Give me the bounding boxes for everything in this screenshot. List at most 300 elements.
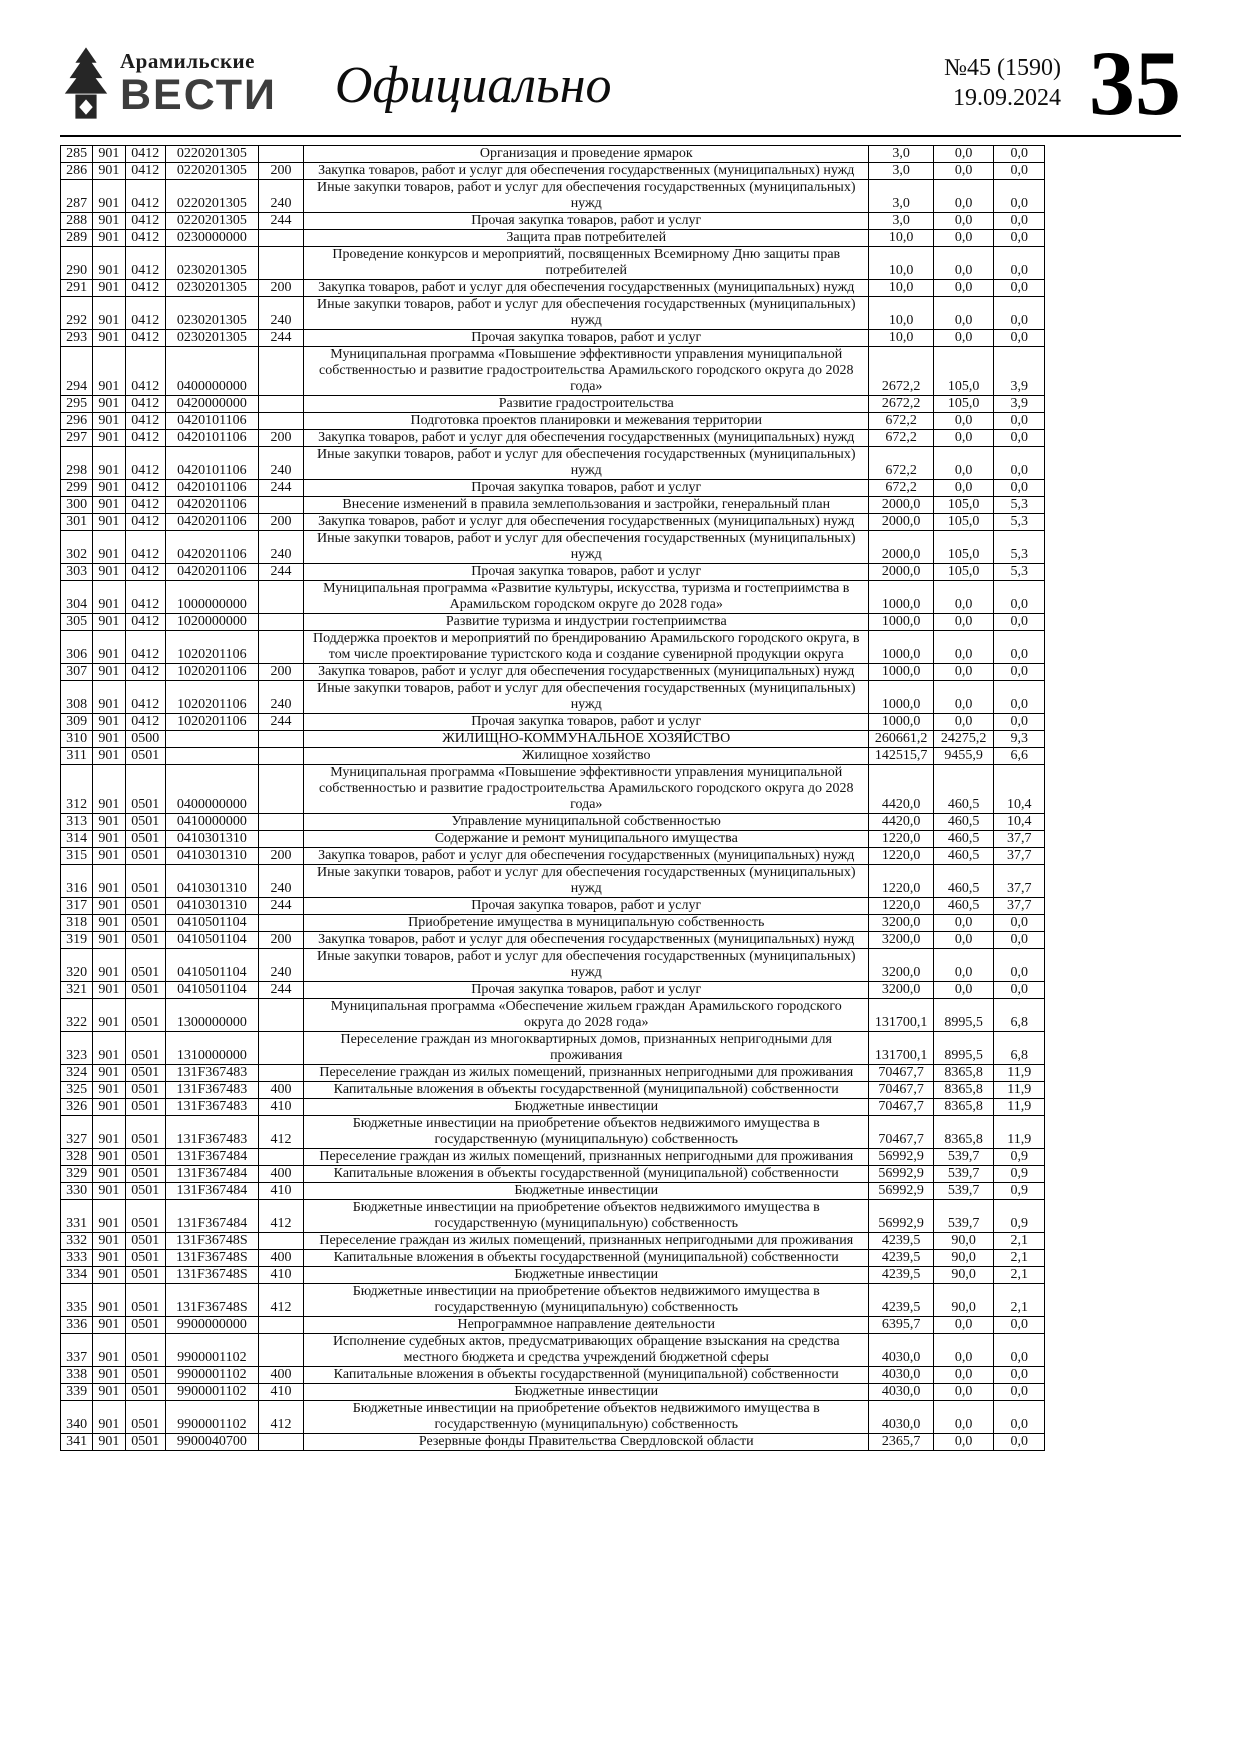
expense-name: Муниципальная программа «Повышение эффективности управления муниципальной собственностью и развитие градостроительства Арамильского городского округа до 2028 года»: [304, 346, 869, 395]
section-code: 0501: [125, 864, 165, 897]
table-row: [61, 1366, 1045, 1383]
amount-percent: 37,7: [994, 864, 1045, 897]
expense-name: Муниципальная программа «Обеспечение жильем граждан Арамильского городского округа до 2028 года»: [304, 998, 869, 1031]
amount-executed: 0,0: [933, 279, 994, 296]
target-article-code: 0400000000: [165, 346, 258, 395]
expense-name: Поддержка проектов и мероприятий по брендированию Арамильского городского округа, в том числе проектирование туристского кода и создание сувенирной продукции округа: [304, 630, 869, 663]
target-article-code: 0400000000: [165, 764, 258, 813]
section-code: 0500: [125, 730, 165, 747]
grbs-code: 901: [93, 412, 125, 429]
table-row: [61, 1232, 1045, 1249]
row-number: 340: [61, 1400, 93, 1433]
amount-approved: 3,0: [869, 145, 934, 162]
section-code: 0501: [125, 747, 165, 764]
table-row: [61, 1333, 1045, 1366]
amount-percent: 0,9: [994, 1165, 1045, 1182]
expense-type-code: [258, 346, 303, 395]
target-article-code: 0410000000: [165, 813, 258, 830]
amount-percent: 0,9: [994, 1148, 1045, 1165]
table-row: [61, 948, 1045, 981]
table-row: [61, 864, 1045, 897]
expense-name: Закупка товаров, работ и услуг для обеспечения государственных (муниципальных) нужд: [304, 162, 869, 179]
expense-name: Приобретение имущества в муниципальную собственность: [304, 914, 869, 931]
section-code: 0501: [125, 1433, 165, 1450]
amount-percent: 3,9: [994, 346, 1045, 395]
section-code: 0412: [125, 713, 165, 730]
amount-executed: 539,7: [933, 1148, 994, 1165]
section-code: 0412: [125, 496, 165, 513]
section-code: 0501: [125, 1031, 165, 1064]
expense-type-code: [258, 395, 303, 412]
table-row: [61, 1266, 1045, 1283]
target-article-code: 9900040700: [165, 1433, 258, 1450]
amount-approved: 131700,1: [869, 998, 934, 1031]
row-number: 292: [61, 296, 93, 329]
target-article-code: 0420101106: [165, 429, 258, 446]
grbs-code: 901: [93, 1433, 125, 1450]
grbs-code: 901: [93, 864, 125, 897]
target-article-code: 0420201106: [165, 496, 258, 513]
amount-executed: 539,7: [933, 1182, 994, 1199]
grbs-code: 901: [93, 1098, 125, 1115]
amount-executed: 8365,8: [933, 1115, 994, 1148]
row-number: 308: [61, 680, 93, 713]
row-number: 321: [61, 981, 93, 998]
row-number: 328: [61, 1148, 93, 1165]
expense-name: Иные закупки товаров, работ и услуг для обеспечения государственных (муниципальных) нужд: [304, 948, 869, 981]
amount-approved: 70467,7: [869, 1098, 934, 1115]
row-number: 317: [61, 897, 93, 914]
expense-name: Переселение граждан из жилых помещений, признанных непригодными для проживания: [304, 1148, 869, 1165]
expense-type-code: 200: [258, 429, 303, 446]
expense-name: Капитальные вложения в объекты государственной (муниципальной) собственности: [304, 1081, 869, 1098]
expense-type-code: [258, 1031, 303, 1064]
amount-percent: 2,1: [994, 1232, 1045, 1249]
section-code: 0412: [125, 145, 165, 162]
amount-percent: 0,0: [994, 279, 1045, 296]
amount-approved: 1000,0: [869, 663, 934, 680]
amount-approved: 1000,0: [869, 613, 934, 630]
expense-type-code: [258, 830, 303, 847]
target-article-code: 9900001102: [165, 1366, 258, 1383]
section-code: 0501: [125, 1098, 165, 1115]
amount-percent: 11,9: [994, 1081, 1045, 1098]
expense-name: Организация и проведение ярмарок: [304, 145, 869, 162]
target-article-code: 0410301310: [165, 897, 258, 914]
target-article-code: 131F367483: [165, 1098, 258, 1115]
target-article-code: 0230201305: [165, 329, 258, 346]
amount-percent: 6,8: [994, 1031, 1045, 1064]
amount-percent: 5,3: [994, 513, 1045, 530]
amount-percent: 11,9: [994, 1115, 1045, 1148]
amount-approved: 3200,0: [869, 948, 934, 981]
table-row: [61, 897, 1045, 914]
amount-percent: 5,3: [994, 563, 1045, 580]
table-row: [61, 630, 1045, 663]
amount-approved: 1000,0: [869, 580, 934, 613]
amount-approved: 3,0: [869, 179, 934, 212]
table-row: [61, 279, 1045, 296]
grbs-code: 901: [93, 1232, 125, 1249]
amount-executed: 0,0: [933, 680, 994, 713]
expense-name: Жилищное хозяйство: [304, 747, 869, 764]
target-article-code: 0410301310: [165, 847, 258, 864]
amount-executed: 105,0: [933, 346, 994, 395]
grbs-code: 901: [93, 229, 125, 246]
expense-type-code: 400: [258, 1249, 303, 1266]
grbs-code: 901: [93, 429, 125, 446]
amount-executed: 0,0: [933, 412, 994, 429]
section-code: 0501: [125, 1081, 165, 1098]
amount-approved: 1000,0: [869, 713, 934, 730]
amount-executed: 0,0: [933, 179, 994, 212]
amount-approved: 4239,5: [869, 1283, 934, 1316]
table-row: [61, 412, 1045, 429]
expense-type-code: 240: [258, 864, 303, 897]
amount-percent: 0,0: [994, 663, 1045, 680]
expense-type-code: [258, 730, 303, 747]
brand-text: [120, 49, 277, 120]
budget-table-section: [60, 145, 1181, 1451]
section-code: 0501: [125, 1366, 165, 1383]
row-number: 327: [61, 1115, 93, 1148]
target-article-code: 0420101106: [165, 412, 258, 429]
section-code: 0412: [125, 329, 165, 346]
grbs-code: 901: [93, 329, 125, 346]
row-number: 334: [61, 1266, 93, 1283]
grbs-code: 901: [93, 580, 125, 613]
amount-executed: 0,0: [933, 229, 994, 246]
grbs-code: 901: [93, 847, 125, 864]
section-code: 0501: [125, 1316, 165, 1333]
grbs-code: 901: [93, 162, 125, 179]
section-code: 0412: [125, 212, 165, 229]
amount-percent: 0,0: [994, 446, 1045, 479]
amount-approved: 4030,0: [869, 1366, 934, 1383]
amount-executed: 0,0: [933, 296, 994, 329]
amount-percent: 10,4: [994, 764, 1045, 813]
grbs-code: 901: [93, 1081, 125, 1098]
amount-executed: 90,0: [933, 1266, 994, 1283]
expense-name: Капитальные вложения в объекты государственной (муниципальной) собственности: [304, 1366, 869, 1383]
target-article-code: 0220201305: [165, 145, 258, 162]
expense-type-code: 240: [258, 296, 303, 329]
amount-percent: 0,0: [994, 613, 1045, 630]
tree-logo-icon: [60, 46, 112, 120]
amount-executed: 8365,8: [933, 1064, 994, 1081]
amount-percent: 0,0: [994, 713, 1045, 730]
expense-type-code: 240: [258, 530, 303, 563]
grbs-code: 901: [93, 680, 125, 713]
expense-type-code: 244: [258, 563, 303, 580]
section-title: Официально: [334, 56, 612, 114]
amount-approved: 3200,0: [869, 914, 934, 931]
expense-type-code: 200: [258, 162, 303, 179]
target-article-code: 0410301310: [165, 864, 258, 897]
amount-executed: 105,0: [933, 563, 994, 580]
amount-approved: 4239,5: [869, 1232, 934, 1249]
row-number: 294: [61, 346, 93, 395]
expense-type-code: [258, 412, 303, 429]
grbs-code: 901: [93, 1333, 125, 1366]
section-code: 0501: [125, 1182, 165, 1199]
section-code: 0412: [125, 296, 165, 329]
section-code: 0501: [125, 1383, 165, 1400]
amount-executed: 90,0: [933, 1283, 994, 1316]
amount-approved: 2365,7: [869, 1433, 934, 1450]
row-number: 298: [61, 446, 93, 479]
expense-name: Защита прав потребителей: [304, 229, 869, 246]
amount-percent: 0,0: [994, 479, 1045, 496]
table-row: [61, 663, 1045, 680]
expense-type-code: 410: [258, 1098, 303, 1115]
expense-type-code: 244: [258, 897, 303, 914]
expense-name: Переселение граждан из жилых помещений, признанных непригодными для проживания: [304, 1232, 869, 1249]
section-code: 0501: [125, 1333, 165, 1366]
expense-name: Муниципальная программа «Повышение эффективности управления муниципальной собственностью и развитие градостроительства Арамильского городского округа до 2028 года»: [304, 764, 869, 813]
row-number: 338: [61, 1366, 93, 1383]
amount-approved: 56992,9: [869, 1199, 934, 1232]
grbs-code: 901: [93, 1249, 125, 1266]
grbs-code: 901: [93, 931, 125, 948]
expense-name: Переселение граждан из жилых помещений, признанных непригодными для проживания: [304, 1064, 869, 1081]
row-number: 329: [61, 1165, 93, 1182]
grbs-code: 901: [93, 1115, 125, 1148]
row-number: 301: [61, 513, 93, 530]
expense-name: Бюджетные инвестиции на приобретение объектов недвижимого имущества в государственную (муниципальную) собственность: [304, 1115, 869, 1148]
expense-type-code: [258, 1433, 303, 1450]
expense-name: Закупка товаров, работ и услуг для обеспечения государственных (муниципальных) нужд: [304, 931, 869, 948]
amount-approved: 4239,5: [869, 1249, 934, 1266]
grbs-code: 901: [93, 496, 125, 513]
table-row: [61, 1165, 1045, 1182]
expense-name: Переселение граждан из многоквартирных домов, признанных непригодными для проживания: [304, 1031, 869, 1064]
table-row: [61, 764, 1045, 813]
amount-executed: 0,0: [933, 1366, 994, 1383]
amount-executed: 0,0: [933, 446, 994, 479]
expense-name: Исполнение судебных актов, предусматривающих обращение взыскания на средства местного бюджета и средства учреждений бюджетной сферы: [304, 1333, 869, 1366]
table-row: [61, 914, 1045, 931]
target-article-code: [165, 730, 258, 747]
amount-approved: 3,0: [869, 162, 934, 179]
amount-approved: 2000,0: [869, 563, 934, 580]
amount-executed: 0,0: [933, 429, 994, 446]
expense-type-code: 240: [258, 948, 303, 981]
amount-percent: 3,9: [994, 395, 1045, 412]
amount-percent: 5,3: [994, 496, 1045, 513]
amount-approved: 70467,7: [869, 1081, 934, 1098]
table-row: [61, 246, 1045, 279]
table-row: [61, 1249, 1045, 1266]
amount-percent: 0,0: [994, 162, 1045, 179]
expense-name: Содержание и ремонт муниципального имущества: [304, 830, 869, 847]
row-number: 299: [61, 479, 93, 496]
section-code: 0412: [125, 563, 165, 580]
expense-name: Бюджетные инвестиции на приобретение объектов недвижимого имущества в государственную (муниципальную) собственность: [304, 1199, 869, 1232]
table-row: [61, 1283, 1045, 1316]
section-code: 0501: [125, 847, 165, 864]
section-code: 0501: [125, 1266, 165, 1283]
table-row: [61, 931, 1045, 948]
table-row: [61, 847, 1045, 864]
section-code: 0412: [125, 162, 165, 179]
amount-percent: 0,0: [994, 329, 1045, 346]
table-row: [61, 580, 1045, 613]
expense-type-code: 240: [258, 680, 303, 713]
amount-approved: 1000,0: [869, 680, 934, 713]
amount-percent: 0,0: [994, 981, 1045, 998]
grbs-code: 901: [93, 279, 125, 296]
amount-percent: 0,0: [994, 145, 1045, 162]
expense-type-code: 412: [258, 1283, 303, 1316]
table-row: [61, 429, 1045, 446]
section-code: 0501: [125, 1249, 165, 1266]
expense-type-code: 240: [258, 446, 303, 479]
row-number: 300: [61, 496, 93, 513]
expense-name: Непрограммное направление деятельности: [304, 1316, 869, 1333]
expense-type-code: [258, 1232, 303, 1249]
expense-name: Резервные фонды Правительства Свердловской области: [304, 1433, 869, 1450]
table-row: [61, 1115, 1045, 1148]
target-article-code: 0230201305: [165, 296, 258, 329]
amount-executed: 0,0: [933, 981, 994, 998]
expense-type-code: [258, 630, 303, 663]
table-row: [61, 998, 1045, 1031]
expense-name: Бюджетные инвестиции: [304, 1383, 869, 1400]
section-code: 0412: [125, 395, 165, 412]
expense-type-code: 244: [258, 479, 303, 496]
expense-type-code: [258, 580, 303, 613]
section-code: 0412: [125, 630, 165, 663]
section-code: 0501: [125, 1400, 165, 1433]
amount-percent: 0,0: [994, 229, 1045, 246]
amount-executed: 0,0: [933, 948, 994, 981]
amount-executed: 0,0: [933, 212, 994, 229]
section-code: 0412: [125, 580, 165, 613]
target-article-code: 0230201305: [165, 246, 258, 279]
table-row: [61, 1383, 1045, 1400]
target-article-code: 0420201106: [165, 530, 258, 563]
amount-executed: 105,0: [933, 530, 994, 563]
target-article-code: 0420201106: [165, 563, 258, 580]
expense-type-code: [258, 1316, 303, 1333]
issue-number: №45 (1590): [944, 55, 1061, 82]
amount-percent: 6,8: [994, 998, 1045, 1031]
section-code: 0412: [125, 346, 165, 395]
amount-executed: 0,0: [933, 613, 994, 630]
row-number: 326: [61, 1098, 93, 1115]
row-number: 297: [61, 429, 93, 446]
expense-type-code: [258, 145, 303, 162]
row-number: 313: [61, 813, 93, 830]
issue-block: [944, 53, 1061, 113]
amount-approved: 10,0: [869, 246, 934, 279]
amount-approved: 260661,2: [869, 730, 934, 747]
target-article-code: 0220201305: [165, 179, 258, 212]
expense-type-code: [258, 914, 303, 931]
expense-name: Муниципальная программа «Развитие культуры, искусства, туризма и гостеприимства в Арамильском городском округе до 2028 года»: [304, 580, 869, 613]
expense-type-code: 200: [258, 663, 303, 680]
expense-type-code: 200: [258, 513, 303, 530]
grbs-code: 901: [93, 1283, 125, 1316]
amount-executed: 0,0: [933, 246, 994, 279]
row-number: 318: [61, 914, 93, 931]
amount-percent: 37,7: [994, 830, 1045, 847]
amount-executed: 90,0: [933, 1249, 994, 1266]
expense-type-code: 244: [258, 329, 303, 346]
amount-approved: 70467,7: [869, 1115, 934, 1148]
amount-approved: 10,0: [869, 229, 934, 246]
table-row: [61, 1182, 1045, 1199]
amount-percent: 2,1: [994, 1283, 1045, 1316]
amount-approved: 4030,0: [869, 1400, 934, 1433]
amount-executed: 0,0: [933, 914, 994, 931]
expense-type-code: 200: [258, 279, 303, 296]
table-row: [61, 145, 1045, 162]
expense-type-code: 200: [258, 931, 303, 948]
grbs-code: 901: [93, 1182, 125, 1199]
expense-name: Прочая закупка товаров, работ и услуг: [304, 479, 869, 496]
amount-approved: 10,0: [869, 279, 934, 296]
amount-executed: 9455,9: [933, 747, 994, 764]
amount-approved: 2672,2: [869, 346, 934, 395]
amount-executed: 0,0: [933, 580, 994, 613]
expense-name: Управление муниципальной собственностью: [304, 813, 869, 830]
table-row: [61, 346, 1045, 395]
target-article-code: 131F367483: [165, 1115, 258, 1148]
row-number: 310: [61, 730, 93, 747]
grbs-code: 901: [93, 513, 125, 530]
expense-type-code: 410: [258, 1383, 303, 1400]
amount-approved: 4420,0: [869, 764, 934, 813]
table-row: [61, 162, 1045, 179]
amount-approved: 3200,0: [869, 981, 934, 998]
row-number: 331: [61, 1199, 93, 1232]
expense-name: Иные закупки товаров, работ и услуг для обеспечения государственных (муниципальных) нужд: [304, 296, 869, 329]
target-article-code: 0410301310: [165, 830, 258, 847]
row-number: 332: [61, 1232, 93, 1249]
amount-percent: 6,6: [994, 747, 1045, 764]
row-number: 309: [61, 713, 93, 730]
row-number: 302: [61, 530, 93, 563]
target-article-code: 131F367484: [165, 1148, 258, 1165]
grbs-code: 901: [93, 747, 125, 764]
amount-executed: 460,5: [933, 847, 994, 864]
target-article-code: 1300000000: [165, 998, 258, 1031]
expense-name: Закупка товаров, работ и услуг для обеспечения государственных (муниципальных) нужд: [304, 279, 869, 296]
amount-approved: 56992,9: [869, 1148, 934, 1165]
grbs-code: 901: [93, 914, 125, 931]
section-code: 0412: [125, 246, 165, 279]
expense-name: Прочая закупка товаров, работ и услуг: [304, 981, 869, 998]
section-code: 0412: [125, 446, 165, 479]
grbs-code: 901: [93, 813, 125, 830]
amount-executed: 460,5: [933, 897, 994, 914]
amount-approved: 2000,0: [869, 530, 934, 563]
expense-name: Бюджетные инвестиции: [304, 1098, 869, 1115]
amount-percent: 0,0: [994, 1400, 1045, 1433]
amount-executed: 0,0: [933, 1433, 994, 1450]
table-row: [61, 1433, 1045, 1450]
row-number: 288: [61, 212, 93, 229]
expense-type-code: 400: [258, 1366, 303, 1383]
amount-percent: 0,0: [994, 246, 1045, 279]
expense-name: Прочая закупка товаров, работ и услуг: [304, 563, 869, 580]
amount-approved: 4239,5: [869, 1266, 934, 1283]
expense-name: Подготовка проектов планировки и межевания территории: [304, 412, 869, 429]
amount-executed: 105,0: [933, 395, 994, 412]
table-row: [61, 1031, 1045, 1064]
